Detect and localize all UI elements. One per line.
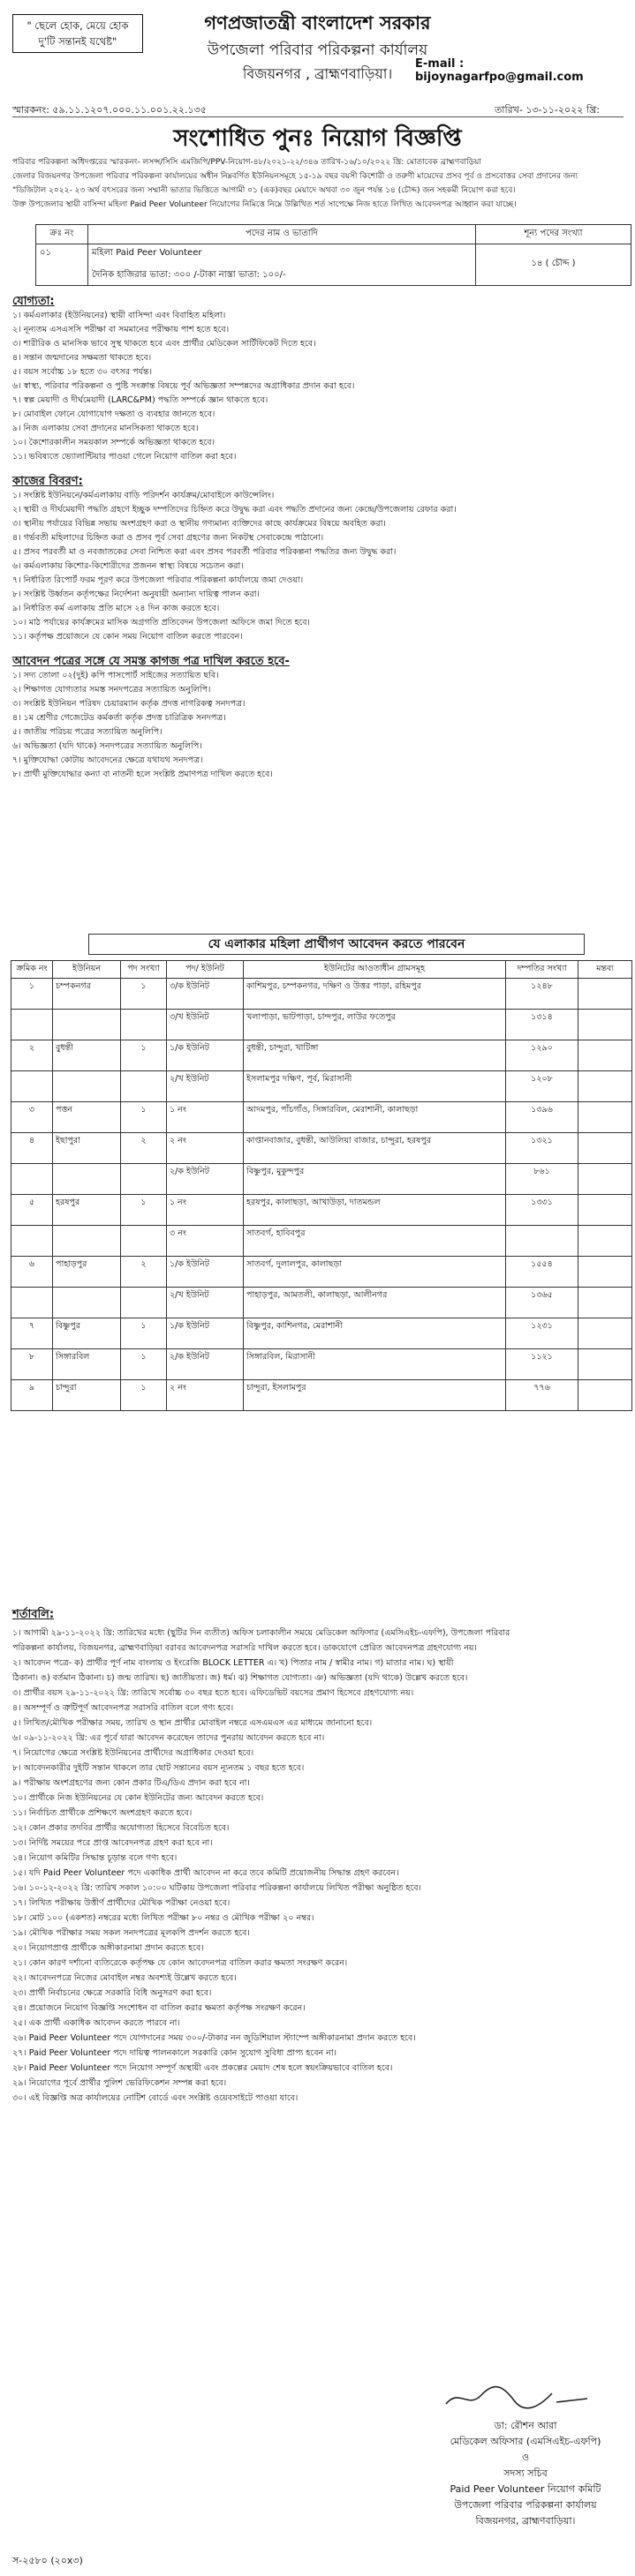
area-couples: ১২০৮ (506, 1071, 578, 1102)
area-couples: ১৩২১ (506, 1133, 578, 1164)
header-cell: শূন্য পদের সংখ্যা (476, 225, 631, 244)
list-item: ৪। গর্ভবতী মহিলাদের চিহ্নিত করা ও প্রসব পূর্ব সেবা গ্রহণের জন্য নিকটস্থ সেবাকেন্দ্রে পাঠানো। (12, 533, 324, 543)
table-row (11, 1164, 632, 1195)
area-serial (11, 1010, 53, 1040)
qualifications-list (12, 309, 624, 464)
slogan-line-1: " ছেলে হোক, মেয়ে হোক (26, 19, 129, 32)
office-location: বিজয়নগর , ব্রাহ্মণবাড়িয়া। (242, 65, 393, 82)
condition-item: ১৫। যদি Paid Peer Volunteer পদে একাধিক প্রার্থী আবেদন না করে তবে কমিটি প্রয়োজনীয় সিদ্ধান্ত গ্রহণ করবেন। (12, 1868, 399, 1878)
area-remark (578, 1133, 632, 1164)
area-union (53, 1288, 121, 1318)
area-union (53, 1071, 121, 1102)
area-unit: ২ নং (167, 1380, 244, 1411)
area-couples: ১২৯০ (506, 1040, 578, 1071)
area-post-count: ২ (121, 1133, 167, 1164)
post-table-header (36, 225, 631, 244)
header-cell: ইউনিটের আওতাধীন গ্রামসমূহ (244, 961, 506, 979)
list-item: ৮। মোবাইল ফোনে যোগাযোগ দক্ষতা ও ব্যবহার জানতে হবে। (12, 409, 215, 419)
condition-item: ১৭। লিখিত পরীক্ষায় উত্তীর্ণ প্রার্থীদের মৌখিক পরীক্ষা নেওয়া হবে। (12, 1898, 231, 1908)
post-table (35, 224, 631, 286)
list-item: ৭। স্বল্প মেয়াদী ও দীর্ঘমেয়াদী (LARC&PM) পদ্ধতি সম্পর্কে জ্ঞান থাকতে হবে। (12, 395, 268, 405)
duties-list (12, 489, 624, 644)
area-serial: ৫ (11, 1195, 53, 1226)
condition-item: ১১। নির্বাচিত প্রার্থীকে প্রশিক্ষণে অংশগ্রহণ করতে হবে। (12, 1808, 193, 1818)
area-villages: খলাপাড়া, ভাটপাড়া, চান্দপুর, লাউর ফতেপুর (244, 1010, 506, 1040)
area-union: সিঙ্গারবিল (53, 1349, 121, 1380)
list-item: ৪। ১ম শ্রেণীর গেজেটেড কর্মকর্তা কর্তৃক প্রদত্ত চারিত্রিক সনদপত্র। (12, 713, 226, 723)
area-villages: ইসলামপুর দক্ষিণ, পূর্ব, মিরাসানী (244, 1071, 506, 1102)
condition-item: ১৩। নির্দিষ্ট সময়ের পরে প্রাপ্ত আবেদনপত্র গ্রহণ করা হবে না। (12, 1838, 213, 1848)
signatory-name: ডা: রৌশন আরা (494, 2420, 557, 2431)
header-cell: ক্রঃ নং (36, 225, 88, 244)
list-item: ৮। সংশ্লিষ্ট উর্ধ্বতন কর্তৃপক্ষের নির্দেশনা অনুযায়ী অন্যান্য দায়িত্ব পালন করা। (12, 590, 260, 599)
area-unit: ২/ক ইউনিট (167, 1349, 244, 1380)
area-post-count: ১ (121, 1380, 167, 1411)
area-union: পত্তন (53, 1102, 121, 1133)
area-union: চম্পকনগর (53, 979, 121, 1010)
area-post-count: ২ (121, 1257, 167, 1288)
area-serial: ৭ (11, 1318, 53, 1349)
area-serial: ৩ (11, 1102, 53, 1133)
header-cell: দম্পতির সংখ্যা (506, 961, 578, 979)
list-item: ১। কর্মএলাকার (ইউনিয়নের) স্থায়ী বাসিন্দা এবং বিবাহিত মহিলা। (12, 311, 226, 320)
list-item: ২। শিক্ষাগত যোগ্যতার সমস্ত সনদপত্রের সত্যায়িত অনুলিপি। (12, 685, 211, 695)
list-item: ৫। প্রসব পরবর্তী মা ও নবজাতকের সেবা নিশ্চিত করা এবং প্রসব পরবর্তী পরিবার পরিকল্পনা পদ্ধতির জন্য উদ্বুদ্ধ করা। (12, 547, 397, 557)
area-post-count: ১ (121, 1195, 167, 1226)
list-item: ৪। সন্তান জন্মদানের সক্ষমতা থাকতে হবে। (12, 353, 152, 363)
area-unit: ৩/ক ইউনিট (167, 979, 244, 1010)
duties-heading: কাজের বিবরণ: (12, 475, 83, 488)
list-item: ৫। জাতীয় পরিচয় পত্রের সত্যায়িত অনুলিপি। (12, 727, 163, 737)
list-item: ১। সংশ্লিষ্ট ইউনিয়নে/কর্মএলাকায় বাড়ি পরিদর্শন কার্যক্রম/মোবাইলে কাউন্সেলিং। (12, 491, 275, 500)
list-item: ৭। নির্ধারিত রিপোর্ট ফরম পূরণ করে উপজেলা পরিবার পরিকল্পনা কার্যালয়ে জমা দেওয়া। (12, 575, 304, 585)
area-couples: ১৩১৪ (506, 1010, 578, 1040)
area-union (53, 1164, 121, 1195)
condition-item: ৩০। এই বিজ্ঞপ্তি অত্র কার্যালয়ের নোটিশ বোর্ডে এবং সংশ্লিষ্ট ওয়েবসাইটে পাওয়া যাবে। (12, 2093, 299, 2103)
table-row (11, 1133, 632, 1164)
area-villages: আদমপুর, পাঁচগাঁও, সিঙ্গারবিল, মেরাশানী, কালাছড়া (244, 1102, 506, 1133)
area-serial (11, 1164, 53, 1195)
attachments-list (12, 669, 624, 782)
signatory-office: উপজেলা পরিবার পরিকল্পনা কার্যালয় (454, 2499, 597, 2511)
area-serial (11, 1226, 53, 1257)
area-serial (11, 1071, 53, 1102)
area-post-count: ১ (121, 1102, 167, 1133)
condition-item: ঠিকানা। ঙ) বর্তমান ঠিকানা। চ) জন্ম তারিখ। ছ) জাতীয়তা। জ) ধর্ম। ঝ) শিক্ষাগত যোগ্যতা। ঞ) অভিজ্ঞতা (যদি থাকে) উল্লেখ করতে হবে। (12, 1673, 468, 1683)
signatory-place: বিজয়নগর, ব্রাহ্মণবাড়িয়া। (475, 2515, 576, 2527)
area-unit: ১/ক ইউনিট (167, 1257, 244, 1288)
condition-item: ২২। আবেদনপত্রে নিজের মোবাইল নম্বর অবশ্যই উল্লেখ করতে হবে। (12, 1973, 237, 1983)
area-union: পাহাড়পুর (53, 1257, 121, 1288)
area-remark (578, 1102, 632, 1133)
post-allowance: দৈনিক হাজিরার ভাতা: ৩০০ /-টাকা নাস্তা ভাতা: ১০০/- (92, 270, 286, 280)
area-post-count: ১ (121, 1318, 167, 1349)
area-villages: সাতবর্গ, হাবিবপুর (244, 1226, 506, 1257)
condition-item: ৮। আবেদনকারীর দুইটি সন্তান থাকলে তার ছোট সন্তানের বয়স ন্যূনতম ১ বছর হতে হবে। (12, 1763, 305, 1773)
memo-date: তারিখ- ১৩-১১-২০২২ খ্রি: (495, 104, 600, 116)
area-remark (578, 1226, 632, 1257)
list-item: ১১। কর্তৃপক্ষ প্রয়োজনে যে কোন সময় নিয়োগ বাতিল করতে পারবেন। (12, 632, 243, 642)
header-cell: ক্রমিক নং (11, 961, 53, 979)
list-item: ৬। স্বাস্থ্য, পরিবার পরিকল্পনা ও পুষ্টি সংক্রান্ত বিষয়ে পূর্ব অভিজ্ঞতা সম্পন্নদের অগ্রাধিকার প্রদান করা হবে। (12, 381, 355, 391)
area-serial: ৮ (11, 1349, 53, 1380)
area-serial: ১ (11, 979, 53, 1010)
post-name: মহিলা Paid Peer Volunteer (92, 248, 202, 258)
condition-item: ২। আবেদন পত্রে- ক) প্রার্থীর পূর্ণ নাম বাংলায় ও ইংরেজি BLOCK LETTER এ। খ) পিতার নাম / স্বামীর নাম। গ) মাতার নাম। ঘ) স্থায়ী (12, 1658, 454, 1668)
area-unit: ৩/খ ইউনিট (167, 1010, 244, 1040)
condition-item: পরিকল্পনা কার্যালয়, বিজয়নগর, ব্রাহ্মণবাড়িয়া বরাবর আবেদনপত্র সরাসরি দাখিল করতে হবে। ডাকযোগে প্রেরিত আবেদনপত্র গ্রহণযোগ্য নয়। (12, 1643, 477, 1653)
area-union: হরষপুর (53, 1195, 121, 1226)
area-serial: ৪ (11, 1133, 53, 1164)
area-union (53, 1226, 121, 1257)
office-email: E-mail : bijoynagarfpo@gmail.com (415, 57, 584, 84)
condition-item: ২৪। প্রয়োজনে নিয়োগ বিজ্ঞপ্তি সংশোধন বা বাতিল করার ক্ষমতা কর্তৃপক্ষ সংরক্ষণ করেন। (12, 2003, 306, 2013)
condition-item: ১৮। মোট ১০০ (একশত) নম্বরের মধ্যে লিখিত পরীক্ষা ৮০ নম্বর ও মৌখিক পরীক্ষা ২০ নম্বর। (12, 1913, 314, 1923)
area-union: চান্দুরা (53, 1380, 121, 1411)
header-cell: পদের নাম ও ভাতাদি (88, 225, 476, 244)
area-remark (578, 1010, 632, 1040)
area-couples: ১১২১ (506, 1349, 578, 1380)
area-remark (578, 1349, 632, 1380)
area-villages: বিষ্ণুপুর, কাশিনগর, মেরাশানী (244, 1318, 506, 1349)
list-item: ৬। কর্মএলাকায় কিশোর-কিশোরীদের প্রজনন স্বাস্থ্য বিষয়ে সচেতন করা। (12, 561, 244, 571)
area-couples: ১৩৩১ (506, 1195, 578, 1226)
slogan-line-2: দু'টি সন্তানই যথেষ্ট" (38, 35, 117, 48)
condition-item: ১। আগামী ২৯-১১-২০২২ খ্রি: তারিখের মধ্যে (ছুটির দিন ব্যতীত) অফিস চলাকালীন সময়ে মেডিকেল অফিসার (এমসিএইচ-এফপি), উপজেলা পরিবার (12, 1628, 510, 1638)
list-item: ১১। ভবিষ্যতে ভ্যোলান্টিয়ার পাওয়া গেলে নিয়োগ বাতিল করা হবে। (12, 452, 237, 462)
notice-title: সংশোধিত পুনঃ নিয়োগ বিজ্ঞপ্তি (173, 125, 462, 152)
list-item: ৮। প্রার্থী মুক্তিযোদ্ধার কন্যা বা নাতনী হলে সংশ্লিষ্ট প্রমাণপত্র দাখিল করতে হবে। (12, 770, 273, 779)
area-post-count (121, 1288, 167, 1318)
intro-line: উক্ত উপজেলার স্থায়ী বাসিন্দা মহিলা Paid Peer Volunteer নিয়োগের নিমিত্তে নিম্নে উল্লিখিত শর্ত সাপেক্ষে নিজ হাতে লিখিত আবেদনপত্র আহ্বান করা যাচ্ছে। (12, 200, 517, 209)
eligible-area-banner: যে এলাকার মহিলা প্রার্থীগণ আবেদন করতে পারবেন (88, 934, 585, 955)
condition-item: ২৯। নিয়োগের পূর্বে প্রার্থীর পুলিশ ভেরিফিকেশন সম্পন্ন করা হবে। (12, 2078, 227, 2088)
condition-item: ২৫। এক প্রার্থী একাধিক আবেদন করতে পারবে না। (12, 2018, 180, 2028)
area-remark (578, 1257, 632, 1288)
table-row (11, 1349, 632, 1380)
area-post-count: ১ (121, 979, 167, 1010)
area-serial (11, 1288, 53, 1318)
area-couples: ৮৬১ (506, 1164, 578, 1195)
area-union (53, 1010, 121, 1040)
table-row (11, 1195, 632, 1226)
condition-item: ২৬। Paid Peer Volunteer পদে যোগদানের সময় ৩০০/-টাকার নন জুডিশিয়াল স্ট্যাম্পে অঙ্গীকারনামা প্রদান করতে হবে। (12, 2033, 416, 2043)
area-villages: পাহাড়পুর, আমতলী, কালাছড়া, আলীনগর (244, 1288, 506, 1318)
list-item: ১। সদ্য তোলা ০২(দুই) কপি পাসপোর্ট সাইজের সত্যায়িত ছবি। (12, 671, 219, 680)
area-union: ইছাপুরা (53, 1133, 121, 1164)
condition-item: ৯। পরীক্ষায় অংশগ্রহণের জন্য কোন প্রকার টিএ/ডিএ প্রদান করা হবে না। (12, 1778, 250, 1788)
area-remark (578, 1164, 632, 1195)
area-post-count (121, 1010, 167, 1040)
area-post-count: ১ (121, 1040, 167, 1071)
post-count: ১৪ ( চৌদ্দ ) (476, 244, 631, 286)
condition-item: ১৪। নিয়োগ কমিটির সিদ্ধান্ত চূড়ান্ত বলে গণ্য হবে। (12, 1853, 178, 1863)
list-item: ৩। সংশ্লিষ্ট ইউনিয়ন পরিষদ চেয়ারম্যান কর্তৃক প্রদত্ত নাগরিকত্ব সনদপত্র। (12, 699, 246, 709)
area-couples: ১২৩১ (506, 1318, 578, 1349)
area-table-header (11, 961, 632, 979)
header-cell: ইউনিয়ন (53, 961, 121, 979)
header-cell: পদ সংখ্যা (121, 961, 167, 979)
condition-item: ২১। কোন কারণ দর্শানো ব্যতিরেকে কর্তৃপক্ষ যে কোন আবেদনপত্র বাতিল করার ক্ষমতা সংরক্ষণ করেন। (12, 1958, 348, 1968)
area-union: বিষ্ণুপুর (53, 1318, 121, 1349)
condition-item: ২৩। প্রার্থী নির্বাচনের ক্ষেত্রে সরকারি বিধি অনুসরণ করা হবে। (12, 1988, 212, 1998)
area-remark (578, 1318, 632, 1349)
condition-item: ২০। নিয়োগপ্রাপ্ত প্রার্থীকে অঙ্গীকারনামা প্রদান করতে হবে। (12, 1943, 204, 1953)
condition-item: ১০। প্রার্থীকে নিজ ইউনিয়নের যে কোন ইউনিটের জন্য আবেদন করতে হবে। (12, 1793, 264, 1803)
signatory-committee: Paid Peer Volunteer নিয়োগ কমিটি (450, 2483, 601, 2495)
intro-line: পরিবার পরিকল্পনা অধিদপ্তরের স্মারকনং- লসন্স/সিসি এমজিপি/PPV-নিয়োগ-৪৮/২০২১-২২/৩৪৬ তারিখ-১৬/১০/২০২২ খ্রি: মোতাবেক ব্রাহ্মণবাড়িয়া (12, 158, 481, 167)
list-item: ১০। মাঠ পর্যায়ের কার্যক্রমের মাসিক অগ্রগতি প্রতিবেদন উপজেলা অফিসে জমা দিতে হবে। (12, 618, 310, 627)
area-villages: কাপ্তানবাজার, বুধন্তী, আউলিয়া বাজার, চান্দুরা, হরষপুর (244, 1133, 506, 1164)
area-post-count (121, 1071, 167, 1102)
list-item: ৯। নিজ এলাকায় সেবা প্রদানের মানসিকতা থাকতে হবে। (12, 424, 199, 433)
intro-line: "ডিজিটাল ২০২২- ২৩ অর্থ বৎসরের জন্য সম্মানী ভাতার ভিত্তিতে আগামী ০১ (এক)বছর মেয়াদে অথবা ৩০ জুন পর্যন্ত ১৪ (চৌদ্দ) জন সহকর্মী নিয়োগ করা হবে। (12, 186, 516, 195)
area-remark (578, 1195, 632, 1226)
table-row (36, 244, 631, 286)
conditions-heading: শর্তাবলি: (12, 1608, 55, 1621)
area-serial: ৯ (11, 1380, 53, 1411)
table-row (11, 1010, 632, 1040)
list-item: ৩। স্থানীয় পর্যায়ের বিভিন্ন সভায় অংশগ্রহণ করা ও স্থানীয় গণ্যমান্য ব্যক্তিদের কাছে কার্যক্রমের বিষয়ে অবহিত করা। (12, 519, 386, 529)
area-remark (578, 979, 632, 1010)
area-union: বুধন্তী (53, 1040, 121, 1071)
area-post-count (121, 1226, 167, 1257)
header-cell: পদ/ ইউনিট (167, 961, 244, 979)
area-remark (578, 1040, 632, 1071)
list-item: ৩। শারীরিক ও মানসিক ভাবে সুস্থ থাকতে হবে এবং প্রার্থীর মেডিকেল সার্টিফিকেট দিতে হবে। (12, 339, 316, 349)
area-unit: ১ নং (167, 1102, 244, 1133)
area-remark (578, 1380, 632, 1411)
area-couples: ১৩৯৬ (506, 1102, 578, 1133)
header-cell: মন্তব্য (578, 961, 632, 979)
list-item: ৬। অভিজ্ঞতা (যদি থাকে) সনদপত্রের সত্যায়িত অনুলিপি। (12, 741, 202, 751)
area-unit: ১/ক ইউনিট (167, 1040, 244, 1071)
list-item: ১০। কৈশোরকালীন সময়কাল সম্পর্কে অভিজ্ঞতা থাকতে হবে। (12, 438, 215, 447)
post-serial: ০১ (36, 244, 88, 286)
table-row (11, 1380, 632, 1411)
signatory-and: ও (521, 2452, 530, 2463)
condition-item: ২৮। Paid Peer Volunteer পদে নিয়োগ সম্পূর্ণ অস্থায়ী এবং প্রকল্পের মেয়াদ শেষ হলে স্বয়ংক্রিয়ভাবে বাতিল হবে। (12, 2063, 393, 2073)
area-post-count: ১ (121, 1349, 167, 1380)
table-row (11, 1318, 632, 1349)
table-row (11, 1288, 632, 1318)
area-serial: ৬ (11, 1257, 53, 1288)
signature-image (442, 2383, 592, 2413)
signature-block (424, 2418, 627, 2529)
intro-paragraph (12, 155, 624, 212)
area-unit: ২/ক ইউনিট (167, 1164, 244, 1195)
condition-item: ৩। প্রার্থীর বয়স ২৯-১১-২০২২ খ্রি: তারিখে সর্বোচ্চ ৩০ বছর হতে হবে। এফিডেভিট বয়সের প্রমাণ হিসেবে গ্রহণযোগ্য নয়। (12, 1688, 414, 1698)
post-cell (88, 244, 476, 286)
area-villages: হরষপুর, কালাছড়া, আখাউড়া, দাতমন্ডল (244, 1195, 506, 1226)
condition-item: ৭। নিয়োগের ক্ষেত্রে সংশ্লিষ্ট ইউনিয়নের প্রার্থীদের অগ্রাধিকার দেওয়া হবে। (12, 1748, 254, 1758)
area-unit: ২ নং (167, 1133, 244, 1164)
condition-item: ১৬। ১০-১২-২০২২ খ্রি: তারিখ সকাল ১০:০০ ঘটিকায় উপজেলা পরিবার পরিকল্পনা কার্যালয়ে লিখিত পরীক্ষা অনুষ্ঠিত হবে। (12, 1883, 421, 1893)
area-villages: সাতবর্গ, দুলালপুর, কালাছড়া (244, 1257, 506, 1288)
area-couples: ১৩৬৫ (506, 1288, 578, 1318)
condition-item: ৬। ০৯-১১-২০২২ খ্রি: এর পূর্বে যারা আবেদন করেছেন তাদের পুনরায় আবেদন করতে হবে না। (12, 1733, 325, 1743)
area-post-count (121, 1164, 167, 1195)
list-item: ২। নূন্যতম এসএসসি পরীক্ষা বা সমমানের পরীক্ষায় পাশ হতে হবে। (12, 325, 230, 334)
area-unit: ২/খ ইউনিট (167, 1288, 244, 1318)
condition-item: ২৭। Paid Peer Volunteer পদে দায়িত্ব পালনকালে সরকারি কোন সুযোগ সুবিধা প্রাপ্য হবেন না। (12, 2048, 337, 2058)
government-title: গণপ্রজাতন্ত্রী বাংলাদেশ সরকার (204, 12, 431, 34)
list-item: ৭। মুক্তিযোদ্ধা কোটায় আবেদনের ক্ষেত্রে যথাযথ সনদপত্র। (12, 755, 203, 765)
list-item: ৯। নির্ধারিত কর্ম এলাকায় প্রতি মাসে ২৪ দিন কাজ করতে হবে। (12, 604, 220, 613)
condition-item: ৫। লিখিত/মৌখিক পরীক্ষার সময়, তারিখ ও স্থান প্রার্থীর মোবাইল নম্বরে এসএমএস এর মাধ্যমে জানানো হবে। (12, 1718, 373, 1728)
area-villages: সিঙ্গারবিল, মিরাসানী (244, 1349, 506, 1380)
attachments-heading: আবেদন পত্রের সঙ্গে যে সমস্ত কাগজ পত্র দাখিল করতে হবে- (12, 655, 290, 668)
area-couples: ১২৪৮ (506, 979, 578, 1010)
area-couples: ৭৭৬ (506, 1380, 578, 1411)
signatory-role: সদস্য সচিব (503, 2467, 548, 2479)
area-villages: বিষ্ণুপুর, মুকুন্দপুর (244, 1164, 506, 1195)
area-unit: ১/ক ইউনিট (167, 1318, 244, 1349)
memo-number: স্মারকনং: ৫৯.১১.১২০৭.০০০.১১.০০১.২২.১৩৫ (12, 104, 207, 116)
area-unit: ৩ নং (167, 1226, 244, 1257)
area-couples (506, 1226, 578, 1257)
signatory-designation: মেডিকেল অফিসার (এমসিএইচ-এফপি) (450, 2436, 601, 2447)
table-row (11, 1257, 632, 1288)
area-table (11, 960, 632, 1411)
area-villages: কাশিমপুর, চম্পকনগর, দক্ষিণ ও উত্তর পাড়া, রহিমপুর (244, 979, 506, 1010)
conditions-list (12, 1626, 631, 2106)
list-item: ২। স্থায়ী ও দীর্ঘমেয়াদী পদ্ধতি গ্রহণে ইচ্ছুক দম্পতিদের চিহ্নিত করে উদ্বুদ্ধ করা এবং পদ্ধতি প্রদানের জন্য কেন্দ্রে/উপজেলায় রেফার করা। (12, 505, 457, 514)
table-row (11, 1226, 632, 1257)
condition-item: ৪। অসম্পূর্ণ ও ত্রুটিপূর্ণ আবেদনপত্র সরাসরি বাতিল বলে গণ্য হবে। (12, 1703, 234, 1713)
area-couples: ১৫৫৪ (506, 1257, 578, 1288)
area-remark (578, 1071, 632, 1102)
office-name: উপজেলা পরিবার পরিকল্পনা কার্যালয় (207, 41, 428, 59)
table-row (11, 1071, 632, 1102)
area-table-body (11, 979, 632, 1411)
footer-code: স-২৫৮০ (২০x৩) (12, 2555, 83, 2566)
area-villages: চান্দুরা, ইসলামপুর (244, 1380, 506, 1411)
area-serial: ২ (11, 1040, 53, 1071)
area-villages: বুধন্তী, চান্দুরা, খাটিঙ্গা (244, 1040, 506, 1071)
intro-line: জেলার বিজয়নগর উপজেলা পরিবার পরিকল্পনা কার্যালয়ের অধীন নিম্নবর্ণিত ইউনিয়নসমূহে ১৫-১৯ বছর বয়সী কিশোরী ও তরুণী মায়েদের প্রসব পূর্ব ও প্রসবোত্তর সেবা প্রদানের জন্য (12, 172, 578, 181)
table-row (11, 1102, 632, 1133)
area-remark (578, 1288, 632, 1318)
condition-item: ১৯। মৌখিক পরীক্ষার সময় সকল সনদপত্রের মূলকপি প্রদর্শন করতে হবে। (12, 1928, 250, 1938)
list-item: ৫। বয়স সর্বোচ্চ ১৮ হতে ৩০ বৎসর পর্যন্ত। (12, 367, 152, 377)
table-row (11, 1040, 632, 1071)
area-unit: ১ নং (167, 1195, 244, 1226)
condition-item: ১২। কোন প্রকার তদবির প্রার্থীর অযোগ্যতা হিসেবে বিবেচিত হবে। (12, 1823, 230, 1833)
table-row (11, 979, 632, 1010)
header-divider (12, 116, 624, 117)
qualifications-heading: যোগ্যতা: (12, 295, 55, 308)
area-unit: ২/খ ইউনিট (167, 1071, 244, 1102)
